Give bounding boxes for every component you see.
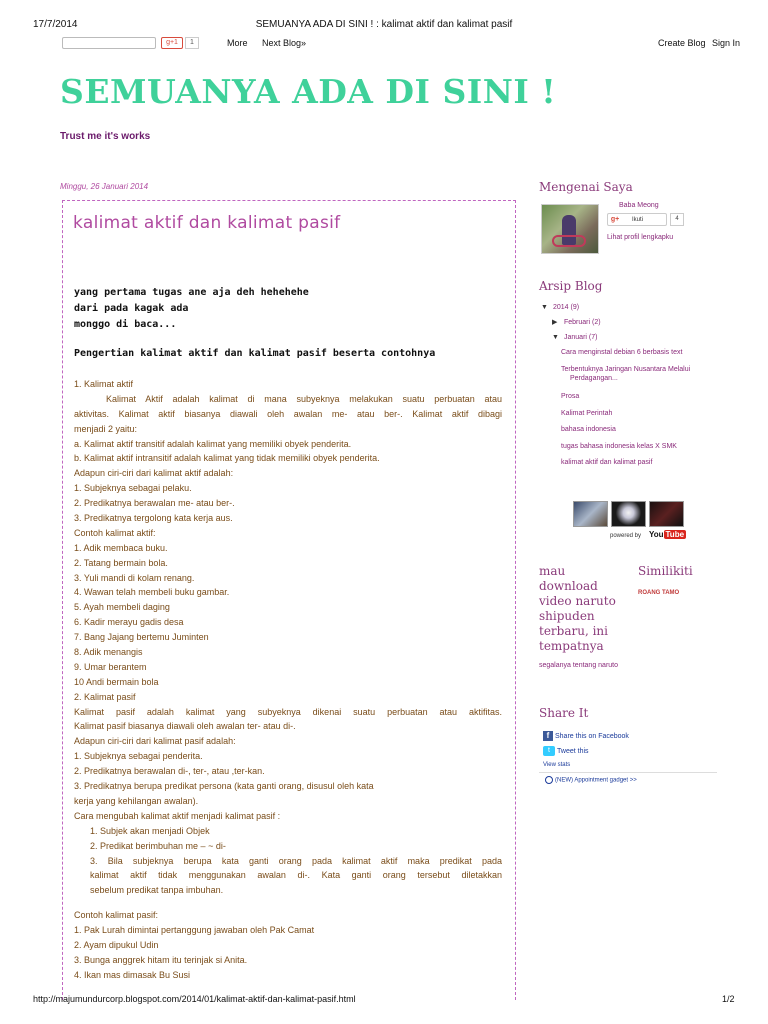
body-line: 1. Pak Lurah dimintai pertanggung jawaban oleh Pak Camat: [74, 925, 315, 936]
body-line: 2. Ayam dipukul Udin: [74, 939, 159, 950]
share-twitter-label[interactable]: Tweet this: [557, 747, 589, 755]
body-line: 4. Ikan mas dimasak Bu Susi: [74, 969, 191, 980]
follow-button[interactable]: [607, 213, 667, 226]
share-twitter-link[interactable]: [543, 746, 589, 756]
body-line: 5. Ayah membeli daging: [74, 602, 170, 613]
archive-post-link[interactable]: kalimat aktif dan kalimat pasif: [561, 459, 653, 466]
archive-month-label[interactable]: Februari (2): [564, 319, 601, 326]
body-line: a. Kalimat aktif transitif adalah kalimat yang memiliki obyek penderita.: [74, 438, 352, 449]
print-url: http://majumundurcorp.blogspot.com/2014/01/kalimat-aktif-dan-kalimat-pasif.html: [33, 994, 356, 1004]
archive-year-label[interactable]: 2014 (9): [553, 304, 580, 311]
view-stats-link[interactable]: View stats: [543, 762, 571, 768]
naruto-link[interactable]: segalanya tentang naruto: [539, 662, 619, 669]
triangle-right-icon[interactable]: ▶: [552, 319, 558, 326]
youtube-thumbnails: [573, 501, 685, 527]
search-input[interactable]: [62, 37, 156, 49]
similikiti-widget-title: Similikiti: [638, 564, 693, 578]
body-line: 2. Predikatnya berawalan me- atau ber-.: [74, 498, 235, 509]
body-line: Cara mengubah kalimat aktif menjadi kalimat pasif :: [74, 810, 281, 821]
post-subtitle: Pengertian kalimat aktif dan kalimat pasif beserta contohnya: [74, 348, 436, 359]
body-line: sebelum predikat tanpa imbuhan.: [90, 885, 224, 896]
body-line: Adapun ciri-ciri dari kalimat aktif adalah:: [74, 468, 234, 479]
body-line: 3. Predikatnya tergolong kata kerja aus.: [74, 513, 233, 524]
body-line: Adapun ciri-ciri dari kalimat pasif adalah:: [74, 736, 236, 747]
body-line: Contoh kalimat aktif:: [74, 527, 156, 538]
body-line: 3. Yuli mandi di kolam renang.: [74, 572, 195, 583]
body-line: Kalimat pasif adalah kalimat yang subyeknya dikenai suatu perbuatan atau aktifitas.: [74, 706, 502, 717]
body-line: kerja yang kehilangan awalan).: [74, 795, 199, 806]
divider: [539, 772, 717, 773]
facebook-icon: f: [543, 731, 553, 741]
youtube-logo-you: You: [649, 530, 664, 539]
powered-by-label: powered by: [610, 533, 642, 539]
twitter-icon: t: [543, 746, 555, 756]
spacer: [74, 898, 502, 908]
appointment-label[interactable]: (NEW) Appointment gadget >>: [555, 777, 637, 784]
print-header: [0, 0, 768, 30]
create-blog-link[interactable]: Create Blog: [658, 38, 706, 48]
triangle-down-icon[interactable]: ▼: [541, 304, 548, 311]
blog-description: Trust me it's works: [60, 131, 151, 142]
body-line: 6. Kadir merayu gadis desa: [74, 617, 184, 628]
gplus-count: 1: [185, 37, 199, 49]
share-facebook-link[interactable]: [543, 731, 629, 741]
body-line: 1. Subjek akan menjadi Objek: [90, 825, 210, 836]
body-line: aktivitas. Kalimat aktif biasanya diawali oleh awalan me- atau ber-. Kalimat aktif dibagi: [74, 408, 502, 419]
next-blog-link[interactable]: Next Blog»: [262, 38, 307, 48]
intro-line: yang pertama tugas ane aja deh hehehehe: [74, 287, 309, 298]
archive-month-jan[interactable]: [552, 334, 597, 341]
body-line: 1. Subjeknya sebagai pelaku.: [74, 483, 192, 494]
body-line: 4. Wawan telah membeli buku gambar.: [74, 587, 230, 598]
print-page-title: SEMUANYA ADA DI SINI ! : kalimat aktif dan kalimat pasif: [255, 19, 513, 30]
body-line: 3. Predikatnya berupa predikat persona (kata ganti orang, disusul oleh kata: [74, 781, 374, 792]
gplus-icon: g+: [610, 216, 620, 223]
youtube-logo-tube: Tube: [665, 530, 685, 539]
archive-post-link[interactable]: Cara menginstal debian 6 berbasis text: [561, 349, 683, 356]
intro-line: dari pada kagak ada: [74, 303, 189, 314]
archive-year-2014[interactable]: [541, 304, 579, 311]
body-line: 1. Subjeknya sebagai penderita.: [74, 751, 203, 762]
body-line: 3. Bunga anggrek hitam itu terinjak si Anita.: [74, 954, 248, 965]
share-widget-title: Share It: [539, 706, 589, 720]
profile-bike: [552, 235, 586, 247]
print-page-number: 1/2: [722, 994, 735, 1004]
follow-count: 4: [670, 213, 684, 226]
body-line: 7. Bang Jajang bertemu Juminten: [74, 632, 209, 643]
body-line: 9. Umar berantem: [74, 661, 147, 672]
body-line: kalimat aktif tidak menggunakan awalan di-. Kata ganti orang tersebut diletakkan: [90, 870, 502, 881]
archive-month-feb[interactable]: [552, 318, 601, 326]
body-line: 3. Bila subjeknya berupa kata ganti orang pada kalimat aktif maka predikat pada: [90, 855, 502, 866]
appointment-gadget-link[interactable]: [545, 776, 637, 784]
follow-label: Ikuti: [632, 217, 644, 223]
body-line: 10 Andi bermain bola: [74, 676, 159, 687]
archive-post-link[interactable]: Terbentuknya Jaringan Nusantara Melalui: [561, 366, 691, 373]
about-widget-title: Mengenai Saya: [539, 180, 633, 194]
archive-post-link[interactable]: Prosa: [561, 393, 580, 400]
archive-post-link[interactable]: Kalimat Perintah: [561, 410, 613, 417]
body-line: 2. Predikatnya berawalan di-, ter-, atau ,ter-kan.: [74, 766, 265, 777]
post-body: [74, 377, 502, 983]
body-line: Kalimat Aktif adalah kalimat di mana subyeknya melakukan suatu perbuatan atau: [106, 393, 502, 404]
intro-line: monggo di baca...: [74, 319, 177, 330]
profile-photo[interactable]: [541, 204, 599, 254]
video-thumbnail[interactable]: [611, 501, 646, 527]
print-date: 17/7/2014: [33, 19, 78, 30]
post-date: Minggu, 26 Januari 2014: [60, 182, 149, 191]
archive-month-label[interactable]: Januari (7): [564, 334, 598, 341]
view-profile-link[interactable]: Lihat profil lengkapku: [607, 234, 674, 241]
archive-post-link[interactable]: bahasa indonesia: [561, 426, 616, 433]
similikiti-link[interactable]: ROANG TAMO: [638, 590, 680, 596]
youtube-logo[interactable]: [649, 530, 686, 539]
globe-icon: [545, 776, 553, 784]
archive-post-link[interactable]: Perdagangan...: [570, 375, 618, 382]
body-line: 2. Predikat berimbuhan me – ~ di-: [90, 840, 226, 851]
video-thumbnail[interactable]: [573, 501, 608, 527]
body-line: b. Kalimat aktif intransitif adalah kalimat yang tidak memiliki obyek penderita.: [74, 453, 380, 464]
body-line: 1. Kalimat aktif: [74, 379, 134, 389]
body-line: 2. Tatang bermain bola.: [74, 557, 168, 568]
post-intro: [74, 285, 309, 333]
archive-widget-title: Arsip Blog: [539, 279, 603, 293]
video-thumbnail[interactable]: [649, 501, 684, 527]
triangle-down-icon[interactable]: ▼: [552, 334, 559, 341]
body-line: 2. Kalimat pasif: [74, 691, 136, 702]
post-container: [62, 200, 516, 1000]
blogger-navbar: [0, 34, 768, 54]
archive-post-link[interactable]: tugas bahasa indonesia kelas X SMK: [561, 443, 677, 450]
blog-title[interactable]: SEMUANYA ADA DI SINI !: [60, 72, 557, 111]
gplus-button[interactable]: g+1: [161, 37, 183, 49]
body-line: menjadi 2 yaitu:: [74, 423, 138, 434]
body-line: 8. Adik menangis: [74, 647, 143, 658]
share-facebook-label[interactable]: Share this on Facebook: [555, 732, 629, 740]
naruto-widget-title: mau download video naruto shipuden terbaru, ini tempatnya: [539, 564, 616, 653]
post-title[interactable]: kalimat aktif dan kalimat pasif: [73, 213, 341, 233]
sign-in-link[interactable]: Sign In: [712, 38, 741, 48]
body-line: Contoh kalimat pasif:: [74, 910, 159, 921]
body-line: Kalimat pasif biasanya diawali oleh awalan ter- atau di-.: [74, 721, 296, 732]
body-line: 1. Adik membaca buku.: [74, 542, 168, 553]
more-link[interactable]: More: [227, 38, 248, 48]
profile-name[interactable]: Baba Meong: [619, 202, 659, 209]
